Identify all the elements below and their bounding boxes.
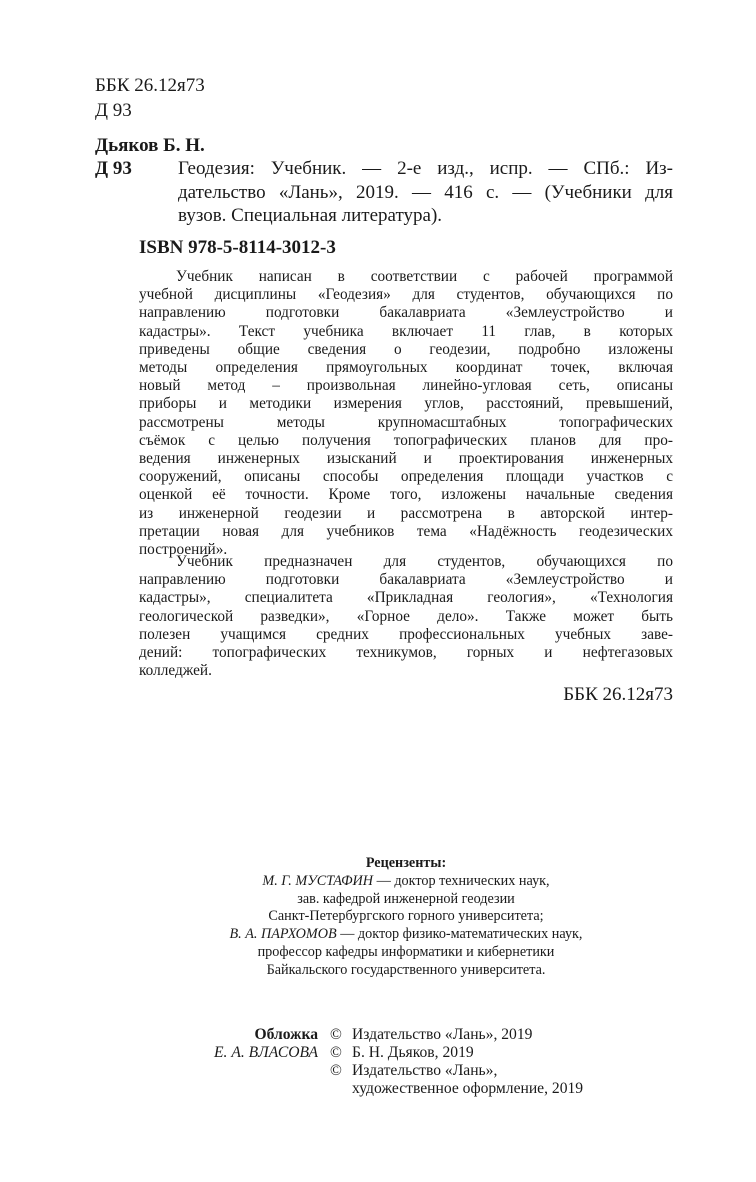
text-line: учебной дисциплины «Геодезия» для студентов, обучающихся по bbox=[139, 286, 673, 304]
reviewer-2-line bbox=[139, 926, 673, 944]
reviewer-2-title: — доктор физико-математических наук, bbox=[336, 926, 583, 943]
reviewer-1-position: зав. кафедрой инженерной геодезии bbox=[297, 890, 515, 907]
text-line: построений». bbox=[139, 541, 228, 559]
copyright-symbol: © bbox=[330, 1044, 342, 1061]
copyright-symbol: © bbox=[330, 1026, 342, 1043]
copyright-design: Издательство «Лань», bbox=[352, 1062, 498, 1079]
bibliographic-citation bbox=[95, 157, 673, 228]
author-mark: Д 93 bbox=[95, 100, 132, 121]
reviewer-1-affiliation: Санкт-Петербургского горного университета; bbox=[268, 908, 544, 925]
text-line: методы определения прямоугольных координат точек, включая bbox=[139, 359, 673, 377]
text-line: направлению подготовки бакалавриата «Землеустройство и bbox=[139, 571, 673, 589]
text-line: приборы и методики измерения углов, расстояний, превышений, bbox=[139, 395, 673, 413]
text-line: съёмок с целью получения топографических планов для про- bbox=[139, 431, 673, 449]
bbk-code: ББК 26.12я73 bbox=[95, 75, 205, 96]
text-line: полезен учащимся средних профессиональных учебных заве- bbox=[139, 625, 673, 643]
citation-author-mark: Д 93 bbox=[95, 158, 132, 179]
text-line: приведены общие сведения о геодезии, подробно изложены bbox=[139, 340, 673, 358]
copyright-block bbox=[190, 1026, 583, 1098]
copyright-symbol: © bbox=[330, 1062, 342, 1079]
reviewer-1-title: — доктор технических наук, bbox=[373, 872, 550, 889]
copyright-publisher: Издательство «Лань», 2019 bbox=[352, 1026, 533, 1043]
reviewer-1-name: М. Г. МУСТАФИН bbox=[262, 872, 374, 889]
reviewers-block bbox=[139, 855, 673, 980]
text-line: новый метод – произвольная линейно-угловая сеть, описаны bbox=[139, 377, 673, 395]
isbn: ISBN 978-5-8114-3012-3 bbox=[139, 237, 336, 258]
abstract-paragraph-1 bbox=[139, 268, 673, 559]
text-line: из инженерной геодезии и рассмотрена в авторской интер- bbox=[139, 504, 673, 522]
reviewer-2-affiliation: Байкальского государственного университета. bbox=[266, 961, 546, 978]
text-line: ведения инженерных изысканий и проектирования инженерных bbox=[139, 450, 673, 468]
reviewer-2-name: В. А. ПАРХОМОВ bbox=[229, 926, 337, 943]
text-line: Учебник предназначен для студентов, обучающихся по bbox=[176, 553, 673, 570]
text-line: сооружений, описаны способы определения площади участков с bbox=[139, 468, 673, 486]
text-line: направлению подготовки бакалавриата «Землеустройство и bbox=[139, 304, 673, 322]
text-line: Учебник написан в соответствии с рабочей программой bbox=[176, 268, 673, 285]
abstract-paragraph-2 bbox=[139, 553, 673, 680]
reviewer-1-line bbox=[139, 873, 673, 891]
text-line: претации новая для учебников тема «Надёжность геодезических bbox=[139, 522, 673, 540]
reviewer-2-position: профессор кафедры информатики и кибернетики bbox=[257, 943, 555, 960]
citation-line: вузов. Специальная литература). bbox=[178, 205, 443, 226]
text-line: кадастры», специалитета «Прикладная геология», «Технология bbox=[139, 589, 673, 607]
text-line: дений: топографических техникумов, горных и нефтегазовых bbox=[139, 644, 673, 662]
citation-line: дательство «Лань», 2019. — 416 с. — (Учебники для bbox=[178, 181, 673, 203]
text-line: кадастры». Текст учебника включает 11 глав, в которых bbox=[139, 322, 673, 340]
cover-label: Обложка bbox=[254, 1026, 318, 1043]
copyright-design-detail: художественное оформление, 2019 bbox=[352, 1080, 584, 1097]
text-line: рассмотрены методы крупномасштабных топографических bbox=[139, 413, 673, 431]
author-name: Дьяков Б. Н. bbox=[95, 135, 205, 156]
bbk-code-bottom: ББК 26.12я73 bbox=[563, 684, 673, 705]
copyright-author: Б. Н. Дьяков, 2019 bbox=[352, 1044, 474, 1061]
text-line: оценкой её точности. Кроме того, изложены начальные сведения bbox=[139, 486, 673, 504]
cover-artist: Е. А. ВЛАСОВА bbox=[214, 1044, 318, 1061]
text-line: геологической разведки», «Горное дело». Также может быть bbox=[139, 607, 673, 625]
reviewers-heading: Рецензенты: bbox=[365, 855, 447, 871]
citation-line: Геодезия: Учебник. — 2-е изд., испр. — СПб.: Из- bbox=[178, 158, 673, 179]
text-line: колледжей. bbox=[139, 662, 212, 680]
